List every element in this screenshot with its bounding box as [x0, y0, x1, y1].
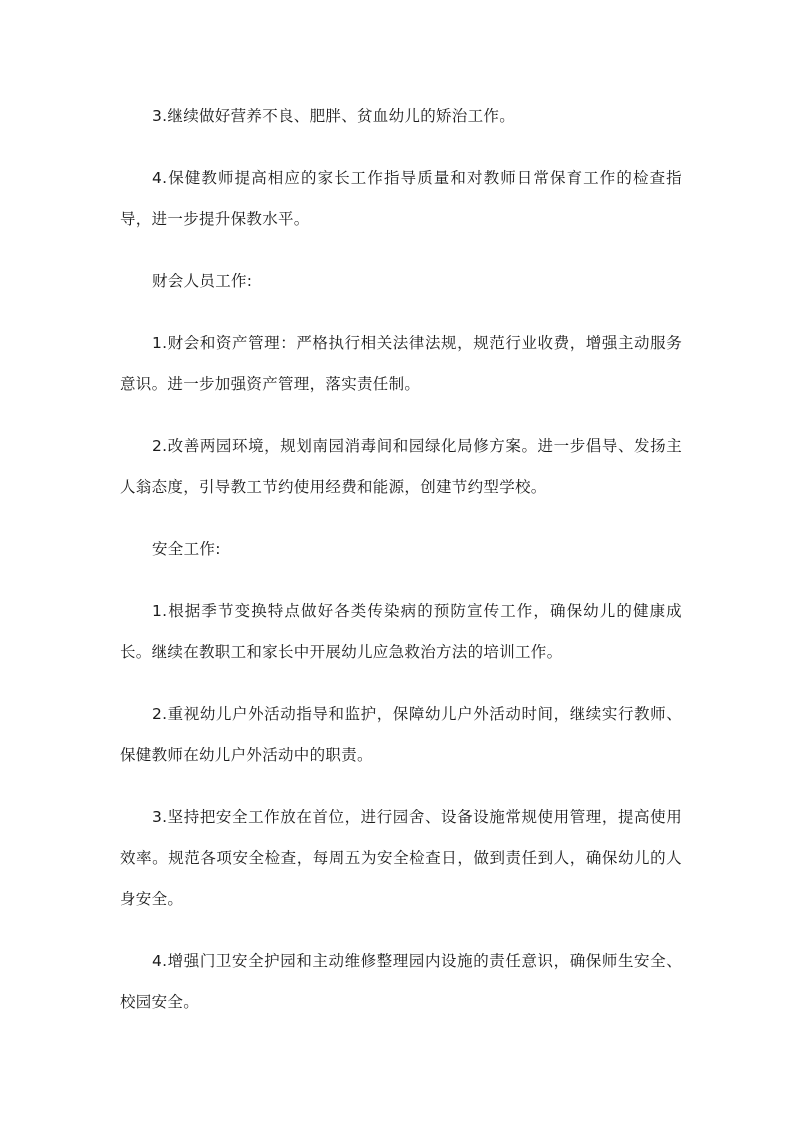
- safety-item-2: 2.重视幼儿户外活动指导和监护，保障幼儿户外活动时间，继续实行教师、保健教师在幼儿户外活动中的职责。: [120, 705, 682, 764]
- finance-item-1: 1.财会和资产管理：严格执行相关法律法规，规范行业收费，增强主动服务意识。进一步加强资产管理，落实责任制。: [120, 334, 682, 393]
- heading-finance: 财会人员工作:: [152, 272, 253, 290]
- safety-item-4: 4.增强门卫安全护园和主动维修整理园内设施的责任意识，确保师生安全、校园安全。: [120, 952, 682, 1011]
- safety-item-1: 1.根据季节变换特点做好各类传染病的预防宣传工作，确保幼儿的健康成长。继续在教职工和家长中开展幼儿应急救治方法的培训工作。: [120, 602, 682, 661]
- finance-item-2: 2.改善两园环境，规划南园消毒间和园绿化局修方案。进一步倡导、发扬主人翁态度，引导教工节约使用经费和能源，创建节约型学校。: [120, 437, 682, 496]
- safety-item-3: 3.坚持把安全工作放在首位，进行园舍、设备设施常规使用管理，提高使用效率。规范各项安全检查，每周五为安全检查日，做到责任到人，确保幼儿的人身安全。: [120, 808, 682, 908]
- paragraph-health-teacher: 4.保健教师提高相应的家长工作指导质量和对教师日常保育工作的检查指导，进一步提升保教水平。: [120, 169, 682, 228]
- heading-safety: 安全工作:: [152, 540, 221, 558]
- paragraph-nutrition: 3.继续做好营养不良、肥胖、贫血幼儿的矫治工作。: [152, 107, 515, 125]
